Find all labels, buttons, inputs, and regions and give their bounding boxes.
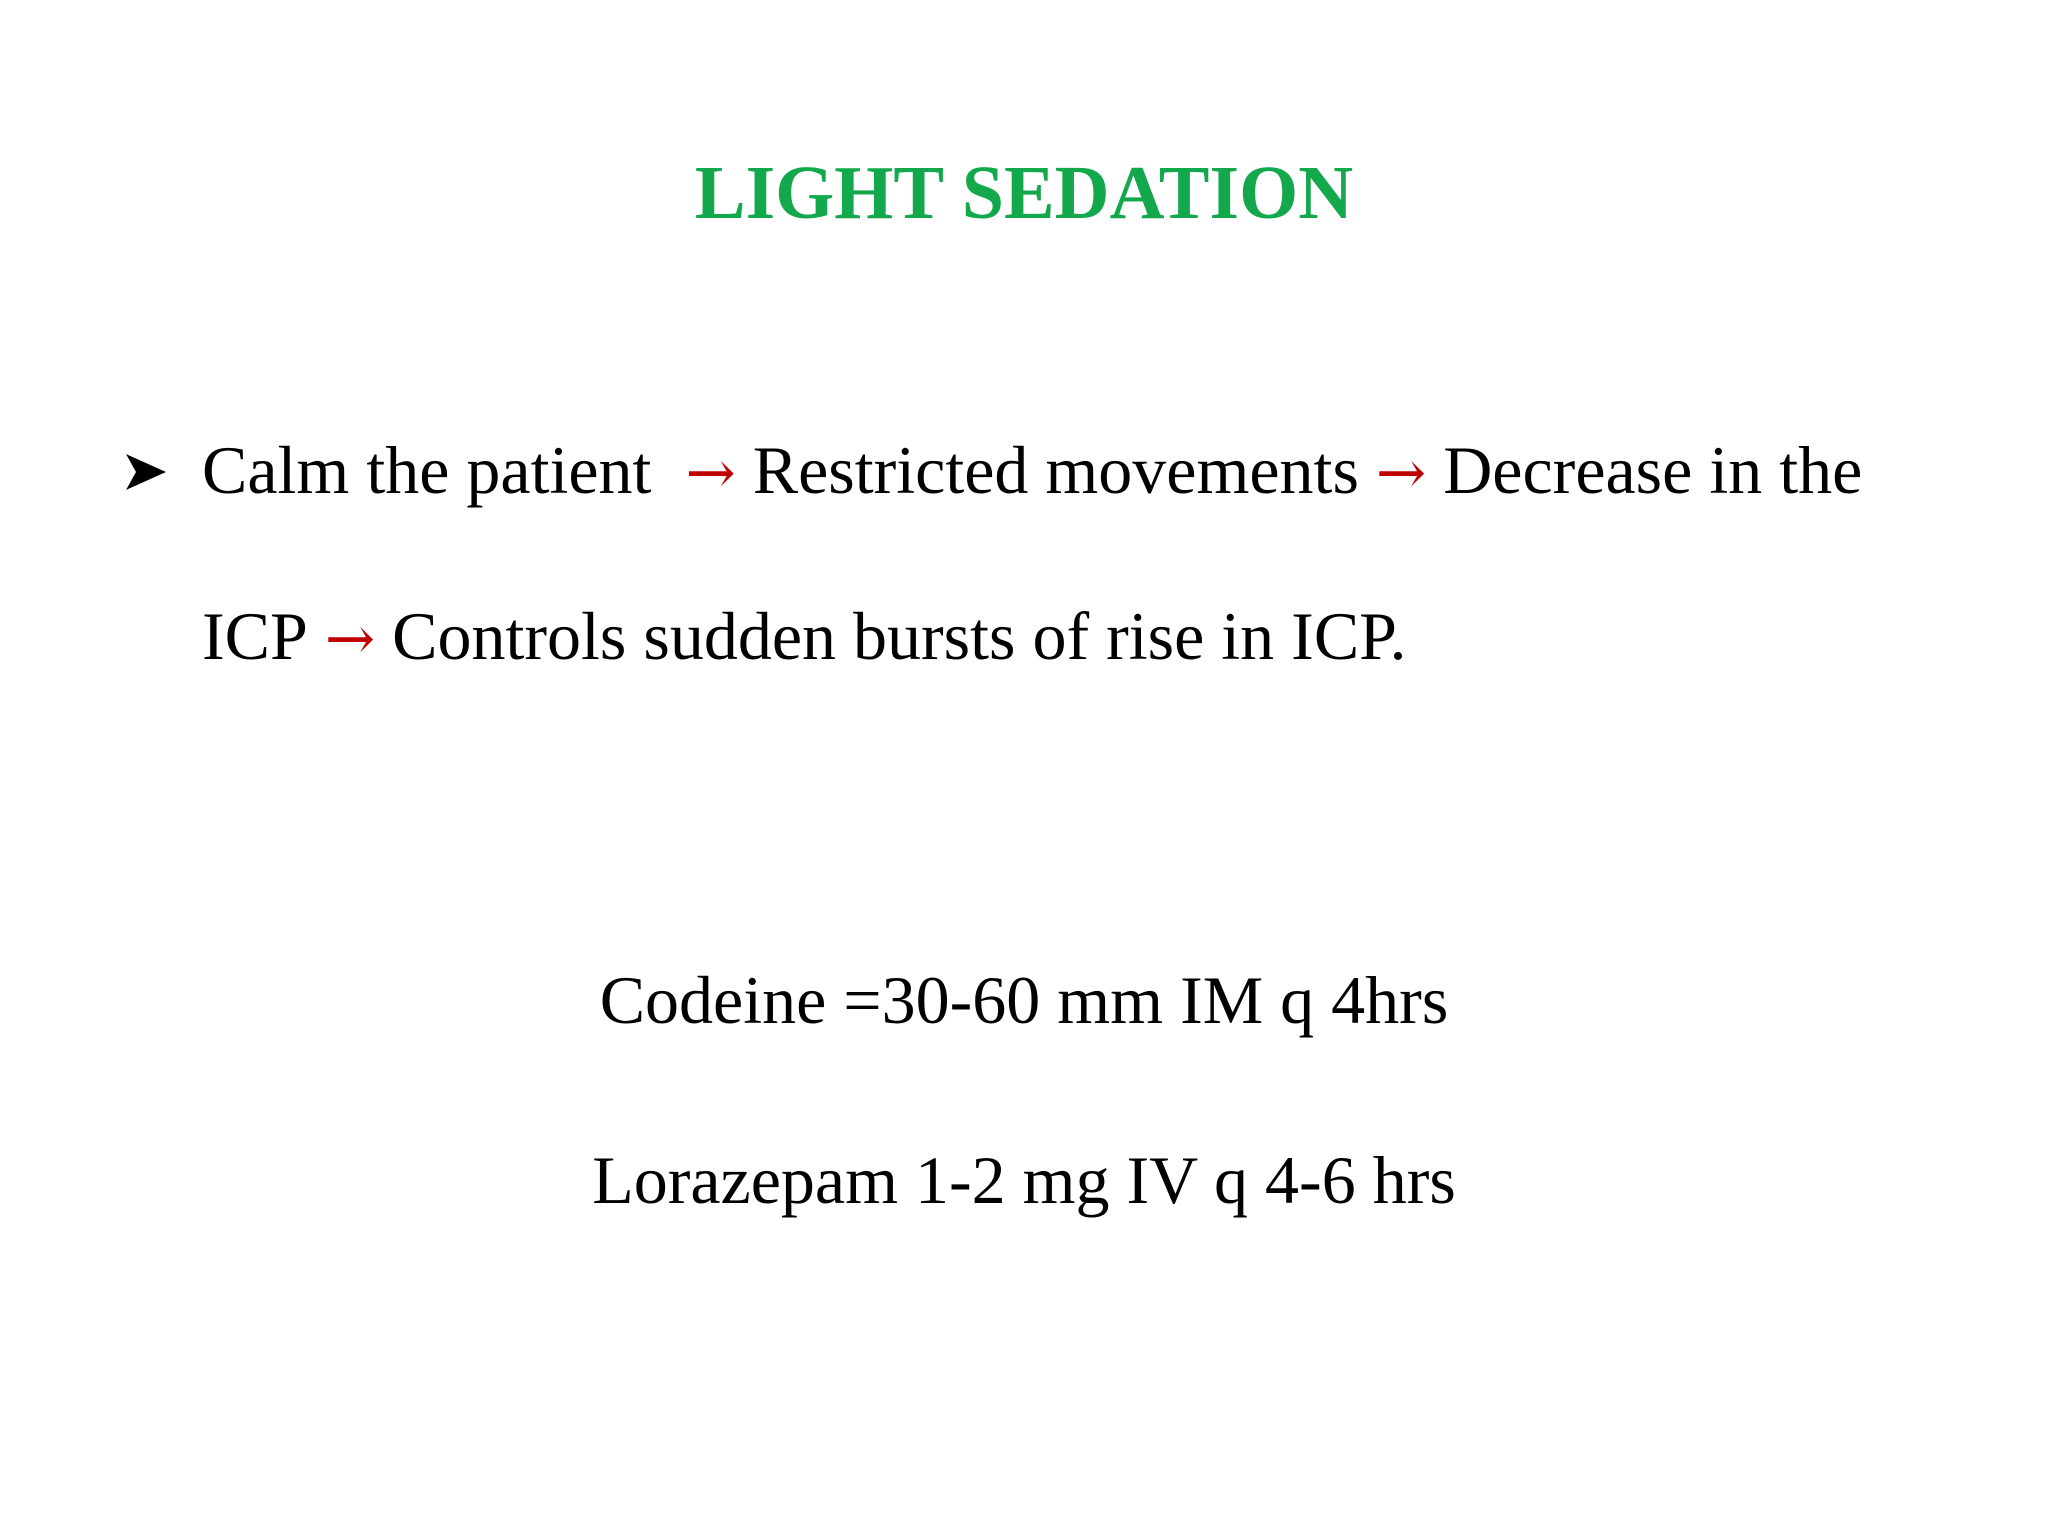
- bullet-line-2: [202, 596, 1406, 679]
- red-arrow-icon: →: [1375, 438, 1427, 508]
- bullet-text-controls: Controls sudden bursts of rise in ICP.: [392, 598, 1407, 674]
- dose-codeine: Codeine =30-60 mm IM q 4hrs: [599, 962, 1449, 1038]
- bullet-text-decrease: Decrease in the: [1443, 432, 1863, 508]
- bullet-text-restricted: Restricted movements: [752, 432, 1359, 508]
- bullet-line-1: [202, 430, 1862, 513]
- red-arrow-icon: →: [324, 604, 376, 674]
- bullet-text-icp: ICP: [202, 598, 308, 674]
- arrowhead-bullet-icon: [126, 430, 178, 510]
- red-arrow-icon: →: [685, 438, 736, 508]
- bullet-text-calm: Calm the patient: [202, 432, 652, 508]
- slide-title: LIGHT SEDATION: [694, 151, 1354, 235]
- dose-lorazepam: Lorazepam 1-2 mg IV q 4-6 hrs: [592, 1142, 1456, 1218]
